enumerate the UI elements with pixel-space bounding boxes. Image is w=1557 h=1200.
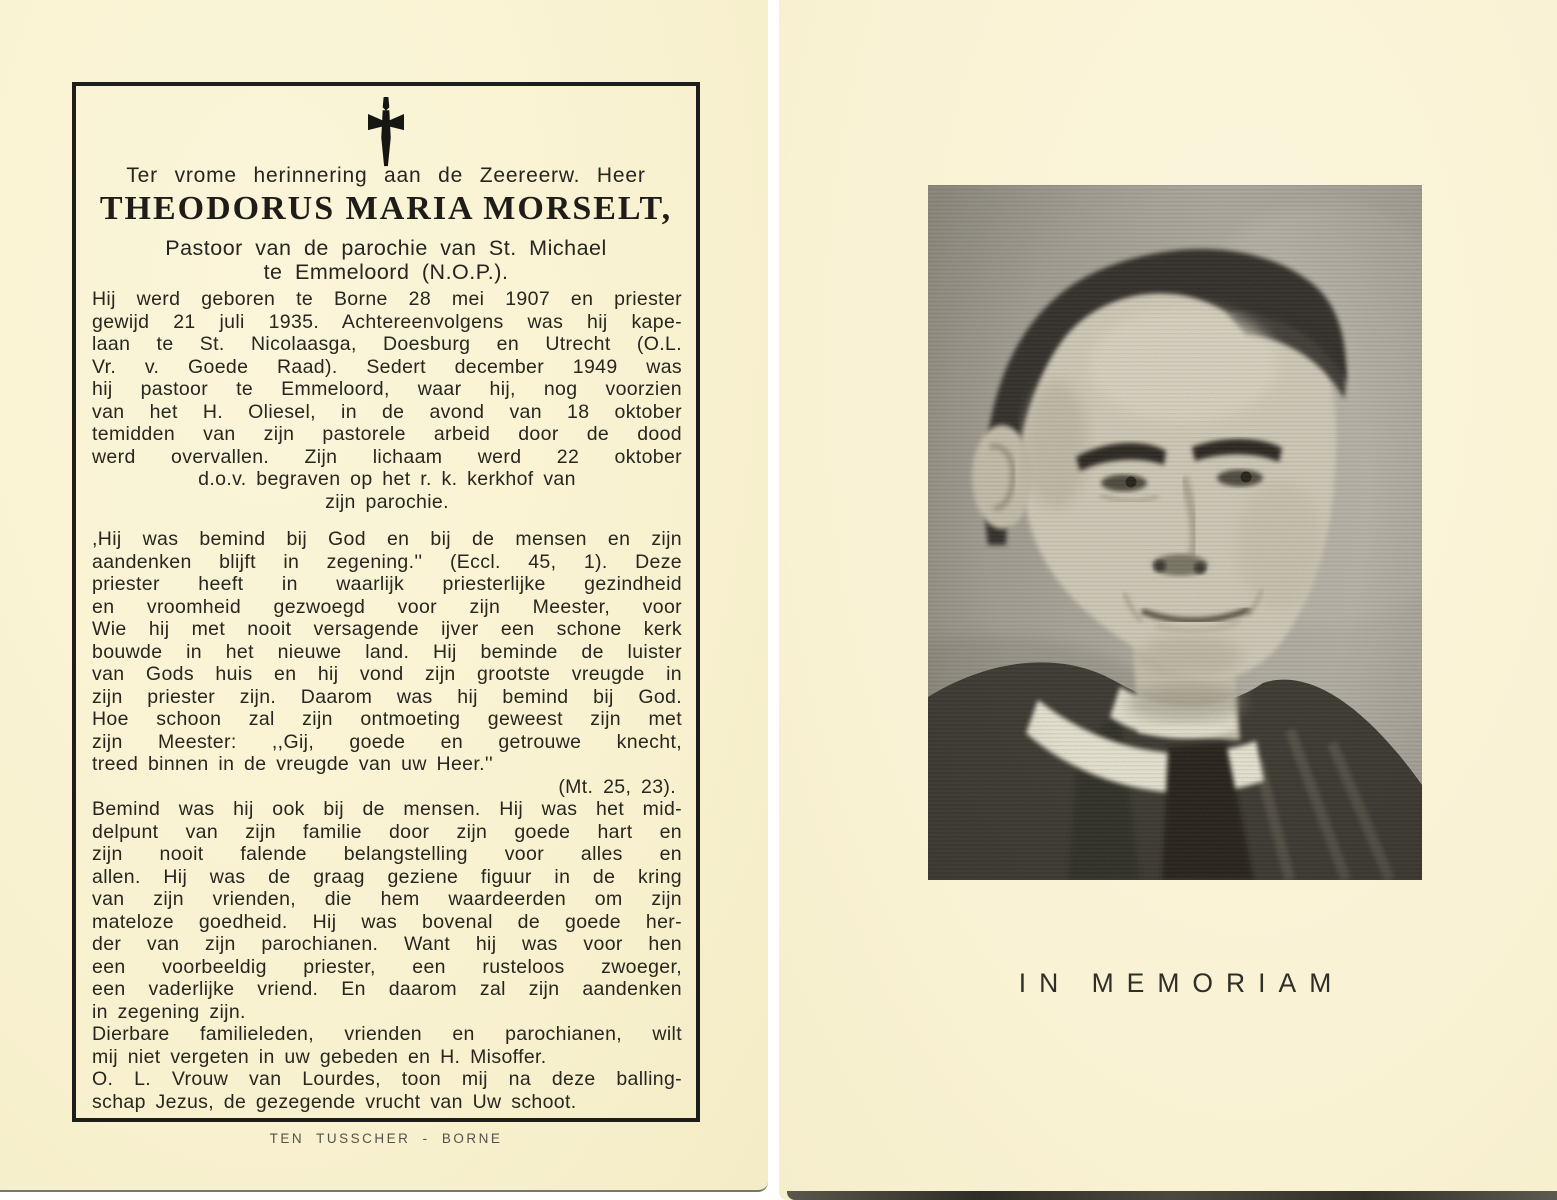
text-line: laan te St. Nicolaasga, Doesburg en Utrecht (O.L. — [92, 333, 682, 355]
text-line: delpunt van zijn familie door zijn goede hart en — [92, 820, 682, 843]
text-line: van het H. Oliesel, in de avond van 18 oktober — [92, 400, 682, 423]
text-line: hij pastoor te Emmeloord, waar hij, nog voorzien — [92, 378, 682, 400]
text-line: ,Hij was bemind bij God en bij de mensen en zijn — [92, 528, 682, 550]
left-card — [0, 0, 768, 1192]
text-line: zijn nooit falende belangstelling voor alles en — [92, 843, 682, 865]
text-line: mateloze goedheid. Hij was bovenal de goede her- — [92, 910, 682, 933]
text-line: Dierbare familieleden, vrienden en parochianen, wilt — [92, 1023, 682, 1045]
text-line: treed binnen in de vreugde van uw Heer.'' — [92, 753, 494, 775]
printer-imprint: TEN TUSSCHER - BORNE — [269, 1131, 503, 1146]
text-line: (Mt. 25, 23). — [558, 775, 676, 798]
text-line: en vroomheid gezwoegd voor zijn Meester, voor — [92, 595, 682, 618]
text-line: Hij werd geboren te Borne 28 mei 1907 en priester — [92, 288, 682, 310]
text-line: O. L. Vrouw van Lourdes, toon mij na deze balling- — [92, 1068, 682, 1090]
deceased-name: THEODORUS MARIA MORSELT, — [99, 190, 673, 227]
text-line: een voorbeeldig priester, een rusteloos zwoeger, — [92, 955, 682, 978]
text-line: temidden van zijn pastorele arbeid door de dood — [92, 423, 682, 445]
card-edge-shadow — [787, 1191, 1557, 1200]
right-card — [779, 0, 1557, 1200]
text-line: allen. Hij was de graag geziene figuur in de kring — [92, 865, 682, 888]
text-line: aandenken blijft in zegening.'' (Eccl. 45, 1). Deze — [92, 550, 682, 573]
priest-portrait-illustration — [928, 185, 1422, 880]
text-line: zijn parochie. — [325, 490, 449, 513]
text-line: Hoe schoon zal zijn ontmoeting geweest zijn met — [92, 708, 682, 730]
parish-subtitle-line1: Pastoor van de parochie van St. Michael — [165, 236, 607, 260]
memorial-body — [92, 288, 682, 1113]
text-line: d.o.v. begraven op het r. k. kerkhof van — [198, 468, 576, 490]
in-memoriam-caption: IN MEMORIAM — [1018, 968, 1345, 998]
text-frame-border — [72, 82, 700, 1122]
text-line: der van zijn parochianen. Want hij was voor hen — [92, 933, 682, 955]
text-line: werd overvallen. Zijn lichaam werd 22 oktober — [92, 445, 682, 468]
parish-subtitle-line2: te Emmeloord (N.O.P.). — [263, 260, 509, 284]
text-line: bouwde in het nieuwe land. Hij beminde de luister — [92, 640, 682, 663]
portrait-photo — [928, 185, 1422, 880]
intro-line: Ter vrome herinnering aan de Zeereerw. Heer — [126, 164, 646, 187]
crucifix-icon — [76, 96, 696, 173]
text-line: Bemind was hij ook bij de mensen. Hij was het mid- — [92, 798, 682, 820]
text-line: van zijn vrienden, die hem waardeerden om zijn — [92, 888, 682, 910]
text-line: Wie hij met nooit versagende ijver een schone kerk — [92, 618, 682, 640]
text-line: schap Jezus, de gezegende vrucht van Uw schoot. — [92, 1090, 577, 1113]
text-line: priester heeft in waarlijk priesterlijke gezindheid — [92, 573, 682, 595]
text-line: een vaderlijke vriend. En daarom zal zijn aandenken — [92, 978, 682, 1000]
text-line: in zegening zijn. — [92, 1000, 246, 1023]
text-line: zijn Meester: ,,Gij, goede en getrouwe knecht, — [92, 730, 682, 753]
text-line: Vr. v. Goede Raad). Sedert december 1949 was — [92, 355, 682, 378]
text-line: mij niet vergeten in uw gebeden en H. Misoffer. — [92, 1045, 547, 1068]
text-line: gewijd 21 juli 1935. Achtereenvolgens was hij kape- — [92, 310, 682, 333]
text-line: zijn priester zijn. Daarom was hij bemind bij God. — [92, 685, 682, 708]
text-line: van Gods huis en hij vond zijn grootste vreugde in — [92, 663, 682, 685]
